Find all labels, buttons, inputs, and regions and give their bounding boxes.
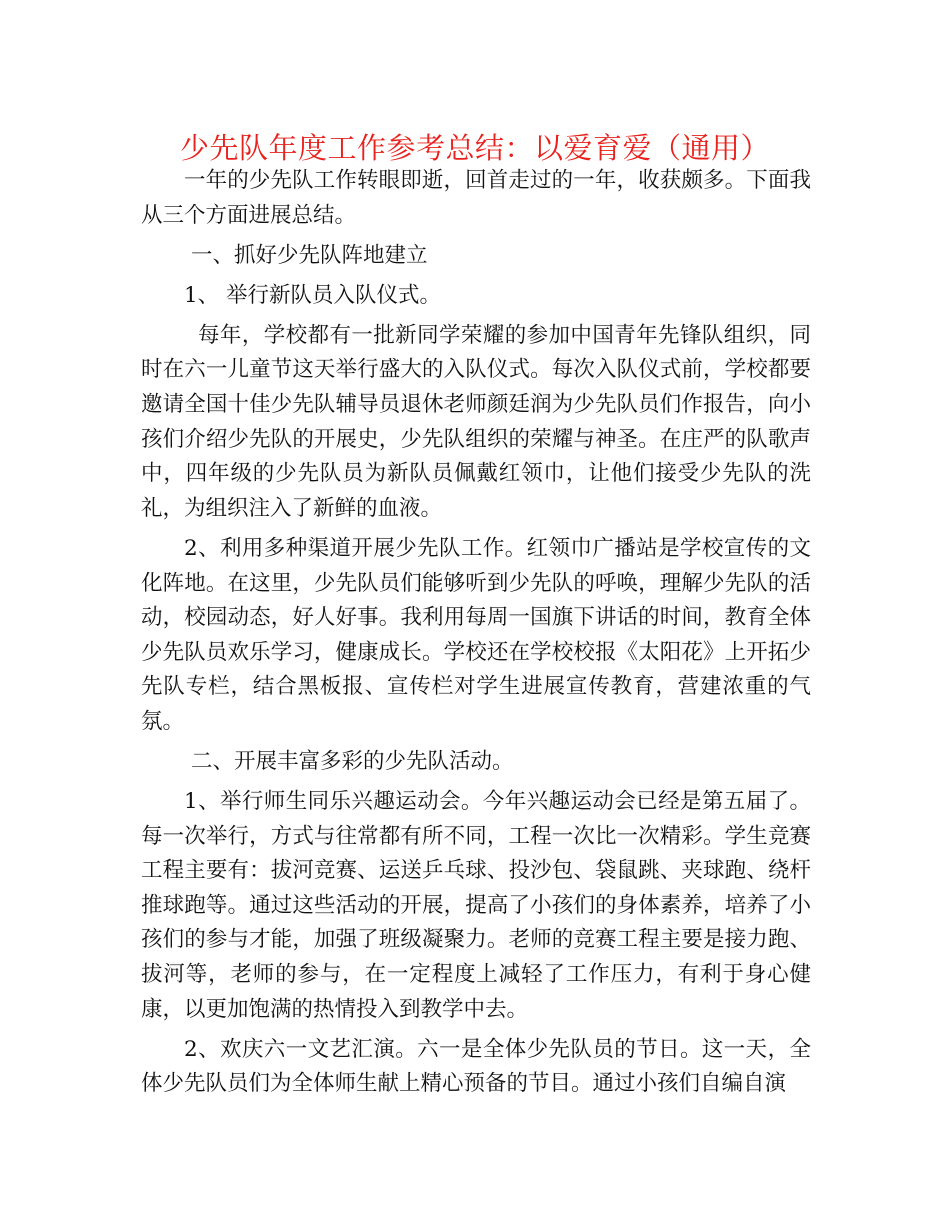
paragraph-2-2: 2、欢庆六一文艺汇演。六一是全体少先队员的节日。这一天，全体少先队员们为全体师生献上精心预备的节目。通过小孩们自编自演: [141, 1036, 811, 1097]
document-body: [141, 164, 811, 1102]
paragraph-1-2: 2、利用多种渠道开展少先队工作。红领巾广播站是学校宣传的文化阵地。在这里，少先队员们能够听到少先队的呼唤，理解少先队的活动，校园动态，好人好事。我利用每周一国旗下讲话的时间，教育全体少先队员欢乐学习，健康成长。学校还在学校校报《太阳花》上开拓少先队专栏，结合黑板报、宣传栏对学生进展宣传教育，营建浓重的气氛。: [141, 535, 811, 734]
paragraph-intro: 一年的少先队工作转眼即逝，回首走过的一年，收获颇多。下面我从三个方面进展总结。: [141, 168, 811, 228]
section-heading-2: 二、开展丰富多彩的少先队活动。: [191, 749, 514, 774]
document-title: 少先队年度工作参考总结：以爱育爱（通用）: [179, 131, 770, 165]
subheading-1-1: 1、 举行新队员入队仪式。: [184, 282, 442, 308]
section-heading-1: 一、抓好少先队阵地建立: [191, 242, 428, 268]
paragraph-1-1: 每年，学校都有一批新同学荣耀的参加中国青年先锋队组织，同时在六一儿童节这天举行盛大的入队仪式。每次入队仪式前，学校都要邀请全国十佳少先队辅导员退休老师颜廷润为少先队员们作报告，向小孩们介绍少先队的开展史，少先队组织的荣耀与神圣。在庄严的队歌声中，四年级的少先队员为新队员佩戴红领巾，让他们接受少先队的洗礼，为组织注入了新鲜的血液。: [141, 322, 811, 521]
paragraph-2-1: 1、举行师生同乐兴趣运动会。今年兴趣运动会已经是第五届了。每一次举行，方式与往常都有所不同，工程一次比一次精彩。学生竞赛工程主要有：拔河竞赛、运送乒乓球、投沙包、袋鼠跳、夹球跑、绕杆推球跑等。通过这些活动的开展，提高了小孩们的身体素养，培养了小孩们的参与才能，加强了班级凝聚力。老师的竞赛工程主要是接力跑、拔河等，老师的参与，在一定程度上减轻了工作压力，有利于身心健康，以更加饱满的热情投入到教学中去。: [141, 789, 811, 1022]
